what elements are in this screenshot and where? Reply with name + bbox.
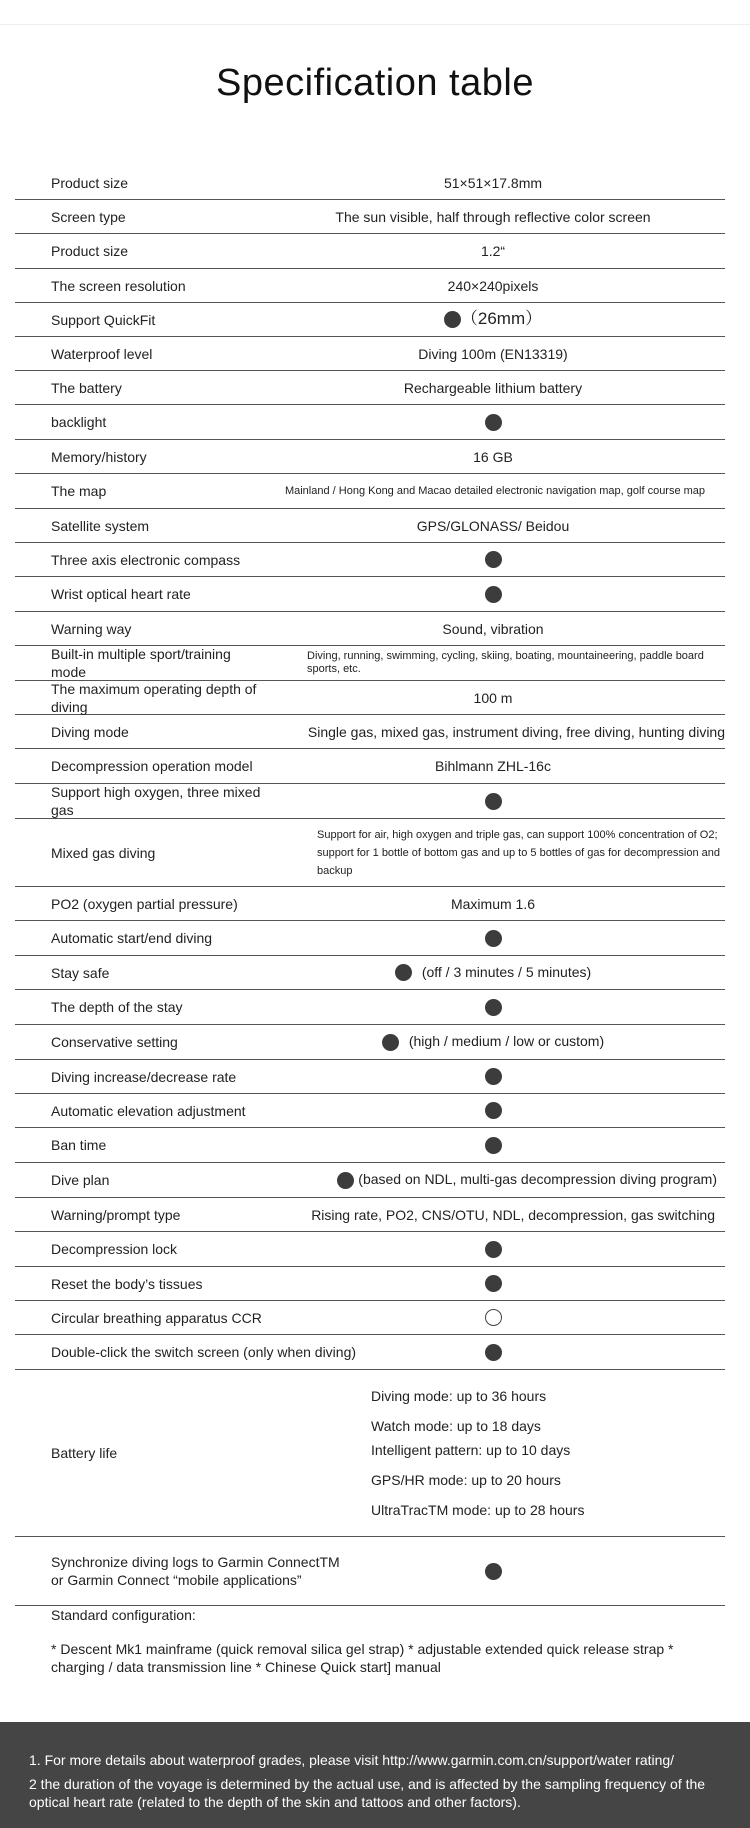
row-label: Three axis electronic compass [51,551,241,568]
standard-heading: Standard configuration: [51,1607,196,1623]
row-label: Warning/prompt type [51,1206,181,1223]
row-value: Bihlmann ZHL-16c [435,758,551,774]
filled-circle-icon [485,1563,502,1580]
row-value: (high / medium / low or custom) [265,1033,725,1051]
row-value [265,1275,725,1293]
filled-circle-icon [485,930,502,947]
row-value: 51×51×17.8mm [443,174,543,191]
row-label: Support high oxygen, three mixed gas [51,784,261,818]
top-divider [0,24,750,25]
row-label: Product size [51,243,129,259]
row-label: Product size [51,174,129,191]
row-value: Rechargeable lithium battery [403,379,583,396]
filled-circle-icon [485,414,502,431]
row-value: (off / 3 minutes / 5 minutes) [265,964,725,982]
row-label: Diving mode [51,723,129,740]
filled-circle-icon [485,1275,502,1292]
table-row [15,956,725,990]
row-value: (based on NDL, multi-gas decompression diving program) [265,1171,725,1189]
standard-configuration [51,1606,691,1676]
empty-circle-icon [485,1309,502,1326]
row-value: Sound, vibration [442,620,544,637]
row-value [265,1309,725,1327]
filled-circle-icon [444,311,461,328]
filled-circle-icon [337,1172,354,1189]
row-value: GPS/GLONASS/ Beidou [416,517,570,534]
table-row [15,1232,725,1267]
row-label: Reset the body’s tissues [51,1275,203,1292]
table-row [15,269,725,303]
page-title: Specification table [216,62,534,104]
row-value [265,1136,725,1154]
row-label: Stay safe [51,964,110,981]
filled-circle-icon [485,1241,502,1258]
filled-circle-icon [395,964,412,981]
filled-circle-icon [485,1102,502,1119]
table-row [15,1094,725,1128]
table-row-battery [15,1370,725,1537]
table-row-sync [15,1537,725,1606]
row-value: 100 m [473,689,513,706]
row-value: Diving 100m (EN13319) [418,345,568,362]
filled-circle-icon [485,999,502,1016]
table-row [15,440,725,474]
row-label: The map [51,483,107,499]
row-value [265,413,725,431]
table-row [15,749,725,784]
table-row [15,1060,725,1094]
standard-items: * Descent Mk1 mainframe (quick removal silica gel strap) * adjustable extended quick release strap * charging / data transmission line * Chinese Quick start] manual [51,1641,674,1675]
footer-notes [0,1722,750,1828]
row-label: Conservative setting [51,1034,178,1050]
row-label: Circular breathing apparatus CCR [51,1309,262,1326]
row-label: Warning way [51,620,132,637]
row-value: （26mm） [265,311,725,328]
row-label: Satellite system [51,517,150,534]
table-row [15,166,725,200]
list-item: GPS/HR mode: up to 20 hours [371,1472,561,1488]
filled-circle-icon [485,551,502,568]
spec-table [15,166,725,1606]
table-row [15,681,725,715]
row-value: The sun visible, half through reflective color screen [335,208,651,225]
row-label: PO2 (oxygen partial pressure) [51,895,238,912]
table-row [15,715,725,749]
row-value: Diving, running, swimming, cycling, skiing, boating, mountaineering, paddle board sports, etc. [307,650,704,675]
battery-list [265,1388,725,1518]
filled-circle-icon [485,1137,502,1154]
table-row [15,1267,725,1301]
table-row [15,1198,725,1232]
footer-note: 1. For more details about waterproof grades, please visit http://www.garmin.com.cn/support/water rating/ [29,1752,675,1768]
row-value [265,551,725,569]
row-label: Support QuickFit [51,311,156,328]
row-label: Waterproof level [51,345,153,362]
row-label: backlight [51,414,107,430]
table-row [15,1128,725,1163]
row-value [265,792,725,810]
list-item: UltraTracTM mode: up to 28 hours [371,1502,585,1518]
filled-circle-icon [382,1034,399,1051]
list-item: Watch mode: up to 18 days [371,1418,541,1434]
table-row [15,612,725,646]
table-row [15,405,725,440]
row-value [265,1068,725,1086]
row-label: Synchronize diving logs to Garmin ConnectTM or Garmin Connect “mobile applications” [51,1554,340,1588]
row-label: Decompression operation model [51,758,253,774]
filled-circle-icon [485,1344,502,1361]
row-label: Screen type [51,208,126,225]
row-label: Memory/history [51,448,147,465]
row-label: The depth of the stay [51,999,183,1015]
table-row [15,337,725,371]
row-value [265,998,725,1016]
row-value: Mainland / Hong Kong and Macao detailed electronic navigation map, golf course map [284,484,706,497]
row-label: Diving increase/decrease rate [51,1068,237,1085]
table-row [15,234,725,269]
row-value: Support for air, high oxygen and triple gas, can support 100% concentration of O2; support for 1 bottle of bottom gas and up to 5 bottles of gas for decompression and backup [317,828,720,877]
row-label: Mixed gas diving [51,844,156,861]
row-label: Dive plan [51,1172,110,1188]
table-row [15,887,725,921]
table-row [15,577,725,612]
row-label: Battery life [51,1445,118,1461]
filled-circle-icon [485,586,502,603]
row-label: Built-in multiple sport/training mode [51,646,231,680]
table-row [15,200,725,234]
row-value [265,585,725,603]
table-row [15,1301,725,1335]
row-value [265,1240,725,1258]
row-value: Single gas, mixed gas, instrument diving, free diving, hunting diving [307,723,725,740]
list-item: Diving mode: up to 36 hours [371,1388,547,1404]
table-row [15,784,725,819]
table-row [15,921,725,956]
row-label: Ban time [51,1137,107,1153]
row-label: Wrist optical heart rate [51,586,191,602]
row-label: The screen resolution [51,277,186,294]
row-value [265,1102,725,1120]
table-row [15,371,725,405]
row-value: Rising rate, PO2, CNS/OTU, NDL, decompression, gas switching [311,1206,715,1223]
row-value: 240×240pixels [447,277,539,294]
table-row [15,1163,725,1198]
table-row [15,303,725,337]
row-label: Double-click the switch screen (only when diving) [51,1344,357,1360]
row-value: Maximum 1.6 [450,895,536,912]
row-label: Automatic elevation adjustment [51,1102,246,1119]
table-row [15,474,725,509]
row-value: 16 GB [473,448,513,465]
table-row [15,990,725,1025]
list-item: Intelligent pattern: up to 10 days [371,1442,571,1458]
table-row [15,1335,725,1370]
table-row [15,819,725,887]
filled-circle-icon [485,793,502,810]
row-label: Automatic start/end diving [51,930,213,946]
row-value [265,1562,725,1580]
row-value [265,929,725,947]
table-row [15,1025,725,1060]
table-row [15,543,725,577]
row-value [265,1343,725,1361]
footer-note: 2 the duration of the voyage is determined by the actual use, and is affected by the sampling frequency of the optical heart rate (related to the depth of the skin and tattoos and other factors). [29,1776,706,1810]
table-row [15,646,725,681]
row-label: Decompression lock [51,1241,178,1257]
filled-circle-icon [485,1068,502,1085]
table-row [15,509,725,543]
row-label: The maximum operating depth of diving [51,680,257,715]
row-value: 1.2“ [480,243,506,259]
row-label: The battery [51,379,122,396]
